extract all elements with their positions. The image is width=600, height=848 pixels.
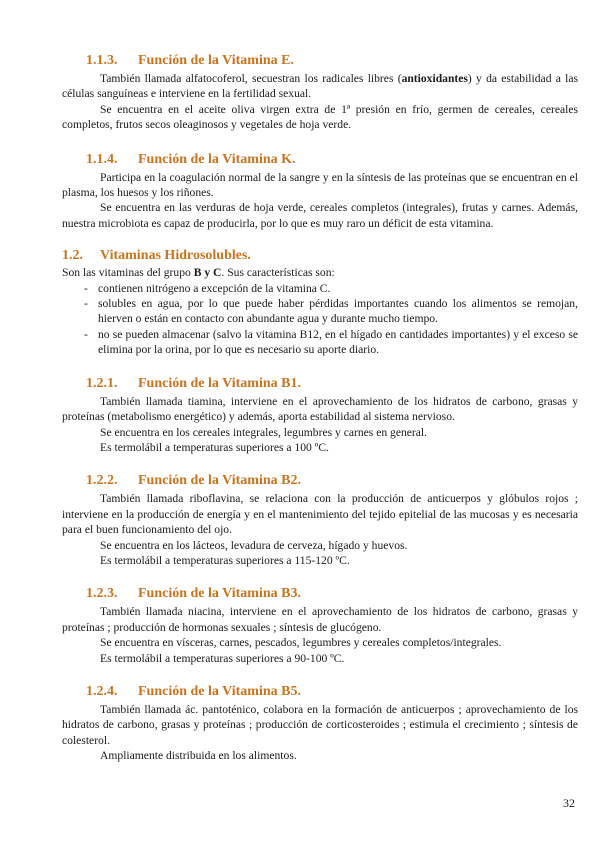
text-run: ) y da estabilidad a las células sanguíneas e interviene en la fertilidad sexual. bbox=[62, 72, 579, 101]
list-item: - contienen nitrógeno a excepción de la vitamina C. bbox=[62, 281, 578, 296]
paragraph: También llamada tiamina, interviene en el aprovechamiento de los hidratos de carbono, grasas y proteínas (metabolismo energético) y además, aporta estabilidad al sistema nervioso. bbox=[62, 394, 578, 424]
paragraph bbox=[62, 71, 578, 102]
list-item: - no se pueden almacenar (salvo la vitamina B12, en el hígado en cantidades importantes) y el exceso se elimina por la orina, por lo que es necesario su aporte diario. bbox=[62, 327, 578, 358]
page-number: 32 bbox=[563, 796, 575, 810]
section-heading-vitamin-k bbox=[62, 151, 578, 168]
section-heading-vitamin-b3 bbox=[62, 585, 578, 602]
section-number: 1.2.1. bbox=[86, 375, 118, 391]
paragraph: Se encuentra en los cereales integrales, legumbres y carnes en general. bbox=[100, 425, 428, 439]
characteristics-list bbox=[62, 281, 578, 358]
section-title: Función de la Vitamina B2. bbox=[138, 473, 301, 489]
paragraph: Participa en la coagulación normal de la sangre y en la síntesis de las proteínas que se encuentran en el plasma, los huesos y los riñones. bbox=[62, 170, 578, 200]
paragraph: También llamada riboflavina, se relaciona con la producción de anticuerpos y glóbulos rojos ; interviene en la producción de energía y en el mantenimiento del tejido epitelial de las mucosas y es necesaria para el buen funcionamiento del ojo. bbox=[62, 492, 578, 537]
section-number: 1.1.4. bbox=[86, 151, 118, 167]
section-number: 1.2.4. bbox=[86, 683, 118, 699]
paragraph: También llamada niacina, interviene en el aprovechamiento de los hidratos de carbono, grasas y proteínas ; producción de hormonas sexuales ; síntesis de glucógeno. bbox=[62, 605, 578, 634]
paragraph bbox=[62, 265, 578, 280]
document-page bbox=[62, 52, 578, 764]
paragraph: Ampliamente distribuida en los alimentos. bbox=[100, 749, 297, 763]
paragraph: Se encuentra en las verduras de hoja verde, cereales completos (integrales), frutas y carnes. Además, nuestra microbiota es capaz de producirla, por lo que es muy raro un déficit de esta vitamina. bbox=[62, 201, 578, 230]
section-title: Función de la Vitamina E. bbox=[138, 53, 294, 68]
paragraph: También llamada ác. pantoténico, colabora en la formación de anticuerpos ; aprovechamiento de los hidratos de carbono, grasas y proteínas ; producción de corticosteroides ; estimula el crecimiento ; síntesis de colesterol. bbox=[62, 702, 578, 747]
section-number: 1.2. bbox=[62, 248, 83, 264]
section-number: 1.2.2. bbox=[86, 473, 118, 489]
section-heading-vitamin-b5 bbox=[62, 683, 578, 700]
text-run: También llamada alfatocoferol, secuestran los radicales libres ( bbox=[100, 72, 402, 85]
paragraph: Es termolábil a temperaturas superiores a 90-100 ºC. bbox=[100, 651, 345, 665]
paragraph: Es termolábil a temperaturas superiores a 100 ºC. bbox=[100, 440, 329, 454]
list-item: - solubles en agua, por lo que puede haber pérdidas importantes cuando los alimentos se remojan, hierven o están en contacto con abundante agua y durante mucho tiempo. bbox=[62, 296, 578, 327]
section-title: Función de la Vitamina K. bbox=[138, 151, 296, 167]
section-heading-vitamin-e bbox=[62, 52, 578, 69]
paragraph: Se encuentra en el aceite oliva virgen extra de 1ª presión en frío, germen de cereales, cereales completos, frutos secos oleaginosos y vegetales de hoja verde. bbox=[62, 102, 578, 132]
section-number: 1.2.3. bbox=[86, 586, 118, 602]
text-run: . Sus características son: bbox=[221, 266, 335, 280]
section-title: Vitaminas Hidrosolubles. bbox=[100, 248, 251, 264]
section-heading-vitamin-b1 bbox=[62, 375, 578, 392]
paragraph: Es termolábil a temperaturas superiores a 115-120 ºC. bbox=[100, 553, 350, 567]
section-number: 1.1.3. bbox=[86, 53, 118, 68]
section-title: Función de la Vitamina B5. bbox=[138, 683, 301, 699]
bold-term: antioxidantes bbox=[401, 72, 468, 85]
section-heading-vitamin-b2 bbox=[62, 472, 578, 489]
section-heading-hydrosoluble bbox=[62, 247, 578, 264]
section-title: Función de la Vitamina B1. bbox=[138, 375, 301, 391]
paragraph: Se encuentra en los lácteos, levadura de cerveza, hígado y huevos. bbox=[100, 538, 408, 552]
text-run: Son las vitaminas del grupo bbox=[62, 266, 194, 280]
bold-term: B y C bbox=[193, 266, 222, 280]
section-title: Función de la Vitamina B3. bbox=[138, 586, 301, 602]
paragraph: Se encuentra en vísceras, carnes, pescados, legumbres y cereales completos/integrales. bbox=[100, 636, 502, 650]
